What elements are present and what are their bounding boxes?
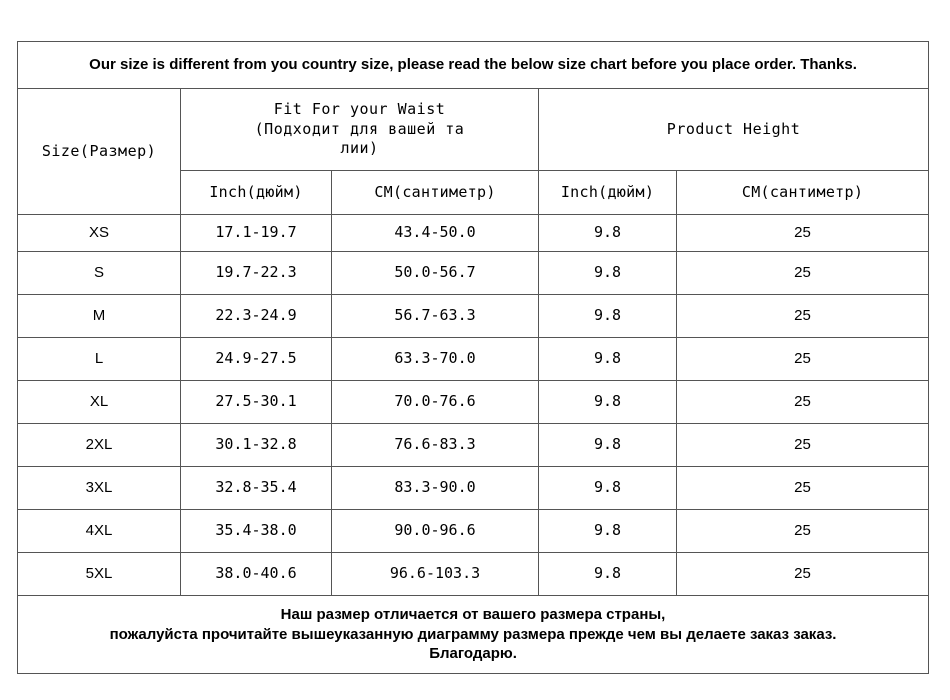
table-row [18, 295, 929, 338]
waist-inch-cell: 30.1-32.8 [181, 424, 332, 467]
size-cell: 2XL [18, 424, 181, 467]
waist-cm-header: CM(сантиметр) [332, 171, 539, 215]
height-inch-header: Inch(дюйм) [539, 171, 677, 215]
table-row [18, 252, 929, 295]
waist-cm-cell: 83.3-90.0 [332, 467, 539, 510]
height-cm-cell: 25 [677, 424, 929, 467]
height-cm-cell: 25 [677, 215, 929, 252]
height-inch-cell: 9.8 [539, 252, 677, 295]
waist-cm-cell: 70.0-76.6 [332, 381, 539, 424]
table-row [18, 553, 929, 596]
waist-inch-cell: 22.3-24.9 [181, 295, 332, 338]
notice-row-en [18, 42, 929, 89]
waist-cm-cell: 76.6-83.3 [332, 424, 539, 467]
height-cm-cell: 25 [677, 553, 929, 596]
height-inch-cell: 9.8 [539, 381, 677, 424]
height-cm-cell: 25 [677, 381, 929, 424]
height-cm-cell: 25 [677, 295, 929, 338]
height-cm-cell: 25 [677, 252, 929, 295]
height-cm-header: CM(сантиметр) [677, 171, 929, 215]
size-chart-table [17, 41, 929, 674]
notice-russian [18, 596, 929, 674]
height-inch-cell: 9.8 [539, 467, 677, 510]
waist-inch-cell: 27.5-30.1 [181, 381, 332, 424]
notice-russian-line-2: пожалуйста прочитайте вышеуказанную диаграмму размера прежде чем вы делаете заказ заказ. [109, 625, 837, 643]
size-cell: XL [18, 381, 181, 424]
size-cell: L [18, 338, 181, 381]
waist-header-line-3: лии) [340, 139, 379, 158]
table-row [18, 381, 929, 424]
waist-inch-header: Inch(дюйм) [181, 171, 332, 215]
notice-row-ru [18, 596, 929, 674]
waist-header [181, 89, 539, 171]
height-inch-cell: 9.8 [539, 553, 677, 596]
height-header: Product Height [539, 89, 929, 171]
waist-inch-cell: 19.7-22.3 [181, 252, 332, 295]
waist-cm-cell: 56.7-63.3 [332, 295, 539, 338]
notice-russian-line-1: Наш размер отличается от вашего размера страны, [280, 606, 666, 624]
size-cell: XS [18, 215, 181, 252]
waist-cm-cell: 96.6-103.3 [332, 553, 539, 596]
waist-inch-cell: 38.0-40.6 [181, 553, 332, 596]
height-inch-cell: 9.8 [539, 215, 677, 252]
notice-english: Our size is different from you country size, please read the below size chart before you place order. Thanks. [18, 42, 929, 89]
size-cell: 5XL [18, 553, 181, 596]
table-row [18, 338, 929, 381]
notice-russian-line-3: Благодарю. [429, 645, 517, 663]
table-row [18, 215, 929, 252]
height-inch-cell: 9.8 [539, 338, 677, 381]
size-cell: 3XL [18, 467, 181, 510]
size-cell: S [18, 252, 181, 295]
table-row [18, 424, 929, 467]
waist-cm-cell: 90.0-96.6 [332, 510, 539, 553]
height-cm-cell: 25 [677, 467, 929, 510]
size-header: Size(Размер) [18, 89, 181, 215]
waist-cm-cell: 50.0-56.7 [332, 252, 539, 295]
size-cell: 4XL [18, 510, 181, 553]
height-inch-cell: 9.8 [539, 510, 677, 553]
header-row-main [18, 89, 929, 171]
height-cm-cell: 25 [677, 338, 929, 381]
table-row [18, 510, 929, 553]
waist-header-line-1: Fit For your Waist [273, 100, 446, 119]
waist-inch-cell: 17.1-19.7 [181, 215, 332, 252]
waist-header-line-2: (Подходит для вашей та [254, 119, 465, 138]
table-row [18, 467, 929, 510]
height-inch-cell: 9.8 [539, 424, 677, 467]
height-cm-cell: 25 [677, 510, 929, 553]
waist-cm-cell: 43.4-50.0 [332, 215, 539, 252]
size-cell: M [18, 295, 181, 338]
waist-inch-cell: 32.8-35.4 [181, 467, 332, 510]
height-inch-cell: 9.8 [539, 295, 677, 338]
waist-cm-cell: 63.3-70.0 [332, 338, 539, 381]
waist-inch-cell: 24.9-27.5 [181, 338, 332, 381]
waist-inch-cell: 35.4-38.0 [181, 510, 332, 553]
